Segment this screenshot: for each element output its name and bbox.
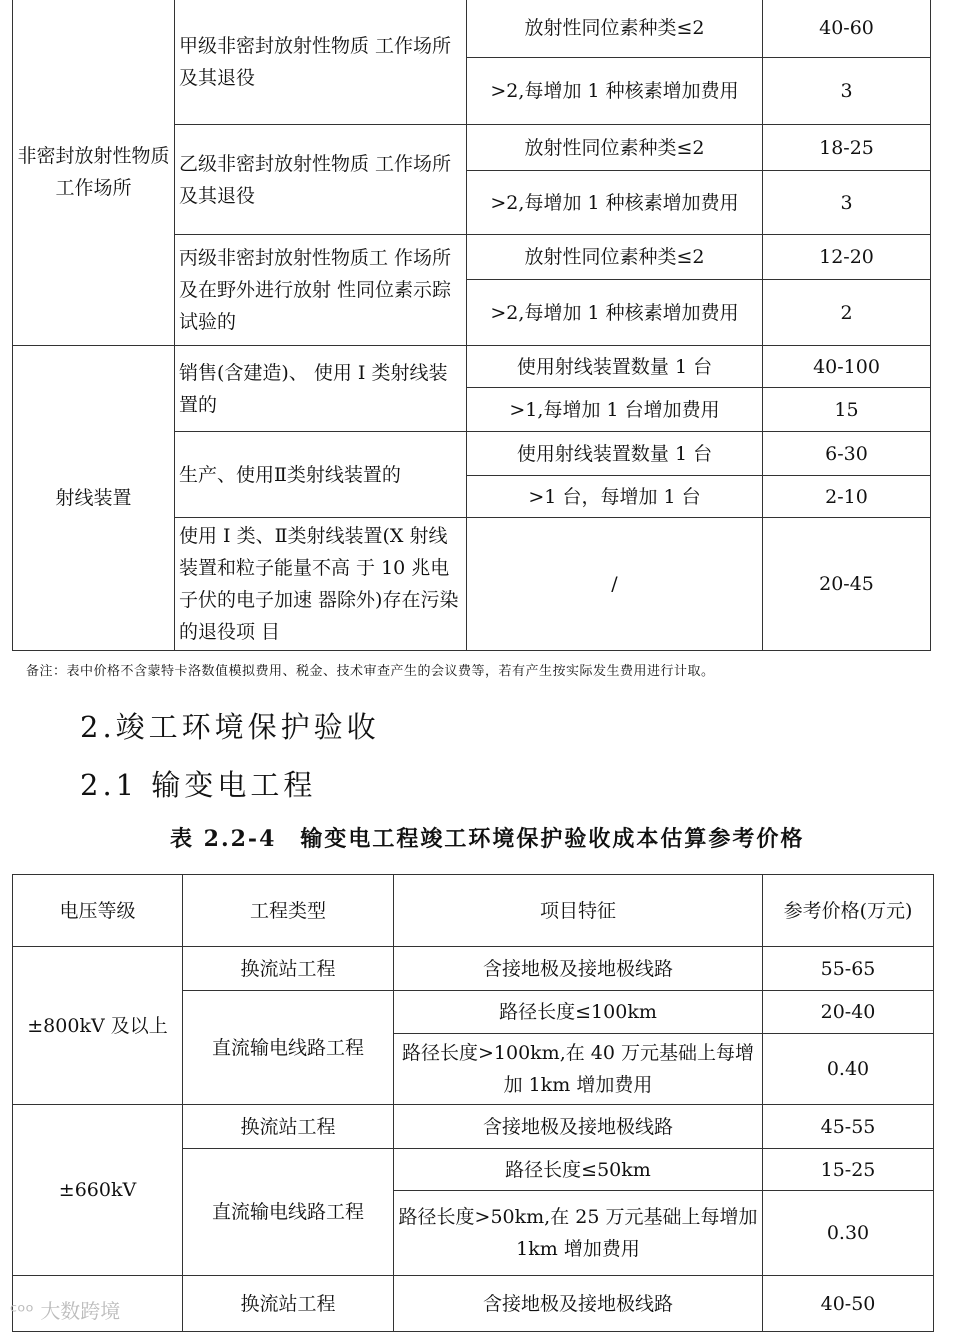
table-row	[13, 0, 931, 58]
price-cell: 0.40	[763, 1034, 934, 1105]
item-cell: 换流站工程	[183, 947, 394, 991]
category-cell: ±660kV	[13, 1105, 183, 1276]
section-heading: 2.竣工环境保护验收	[80, 710, 380, 744]
header-voltage: 电压等级	[13, 875, 183, 947]
item-cell: 销售(含建造)、 使用 I 类射线装置的	[175, 346, 467, 432]
condition-cell: 路径长度>50km,在 25 万元基础上每增加 1km 增加费用	[394, 1191, 763, 1276]
price-cell: 20-45	[763, 518, 931, 651]
table-row	[13, 1105, 934, 1149]
item-cell: 换流站工程	[183, 1105, 394, 1149]
subsection-heading: 2.1 输变电工程	[80, 768, 317, 802]
category-cell: 非密封放射性物质工作场所	[13, 0, 175, 346]
condition-cell: 使用射线装置数量 1 台	[467, 346, 763, 388]
header-price: 参考价格(万元)	[763, 875, 934, 947]
item-cell: 使用 I 类、Ⅱ类射线装置(X 射线装置和粒子能量不高 于 10 兆电子伏的电子加速 器除外)存在污染的退役项 目	[175, 518, 467, 651]
price-cell: 20-40	[763, 991, 934, 1034]
condition-cell: >2,每增加 1 种核素增加费用	[467, 280, 763, 346]
price-cell: 3	[763, 58, 931, 125]
price-cell: 45-55	[763, 1105, 934, 1149]
price-cell: 12-20	[763, 235, 931, 280]
item-cell: 生产、使用Ⅱ类射线装置的	[175, 432, 467, 518]
condition-cell: 路径长度>100km,在 40 万元基础上每增加 1km 增加费用	[394, 1034, 763, 1105]
price-cell: 15	[763, 388, 931, 432]
table-row	[13, 346, 931, 388]
table-row	[13, 947, 934, 991]
condition-cell: >1 台，每增加 1 台	[467, 476, 763, 518]
price-cell: 15-25	[763, 1149, 934, 1191]
price-cell: 55-65	[763, 947, 934, 991]
condition-cell: 含接地极及接地极线路	[394, 947, 763, 991]
item-cell: 换流站工程	[183, 1276, 394, 1332]
table-caption: 表 2.2-4 输变电工程竣工环境保护验收成本估算参考价格	[170, 826, 805, 852]
price-cell: 2	[763, 280, 931, 346]
item-cell: 甲级非密封放射性物质 工作场所及其退役	[175, 0, 467, 125]
price-cell: 40-50	[763, 1276, 934, 1332]
watermark-logo: ᶜᵒᵒ 大数跨境	[10, 1299, 121, 1323]
fee-table-transmission	[12, 874, 934, 1332]
condition-cell: 含接地极及接地极线路	[394, 1276, 763, 1332]
condition-cell: >2,每增加 1 种核素增加费用	[467, 58, 763, 125]
price-cell: 40-60	[763, 0, 931, 58]
fee-table-radiation	[12, 0, 931, 651]
condition-cell: 使用射线装置数量 1 台	[467, 432, 763, 476]
condition-cell: 路径长度≤100km	[394, 991, 763, 1034]
condition-cell: 含接地极及接地极线路	[394, 1105, 763, 1149]
price-cell: 2-10	[763, 476, 931, 518]
category-cell: 射线装置	[13, 346, 175, 651]
condition-cell: >1,每增加 1 台增加费用	[467, 388, 763, 432]
condition-cell: 放射性同位素种类≤2	[467, 235, 763, 280]
condition-cell: 放射性同位素种类≤2	[467, 125, 763, 171]
table-row	[13, 1276, 934, 1332]
condition-cell: >2,每增加 1 种核素增加费用	[467, 171, 763, 235]
table-note: 备注：表中价格不含蒙特卡洛数值模拟费用、税金、技术审查产生的会议费等，若有产生按实际发生费用进行计取。	[26, 664, 715, 679]
header-type: 工程类型	[183, 875, 394, 947]
price-cell: 18-25	[763, 125, 931, 171]
condition-cell: /	[467, 518, 763, 651]
header-feature: 项目特征	[394, 875, 763, 947]
price-cell: 0.30	[763, 1191, 934, 1276]
price-cell: 6-30	[763, 432, 931, 476]
condition-cell: 放射性同位素种类≤2	[467, 0, 763, 58]
price-cell: 3	[763, 171, 931, 235]
category-cell: ±800kV 及以上	[13, 947, 183, 1105]
item-cell: 丙级非密封放射性物质工 作场所及在野外进行放射 性同位素示踪试验的	[175, 235, 467, 346]
condition-cell: 路径长度≤50km	[394, 1149, 763, 1191]
price-cell: 40-100	[763, 346, 931, 388]
item-cell: 乙级非密封放射性物质 工作场所及其退役	[175, 125, 467, 235]
item-cell: 直流输电线路工程	[183, 1149, 394, 1276]
item-cell: 直流输电线路工程	[183, 991, 394, 1105]
